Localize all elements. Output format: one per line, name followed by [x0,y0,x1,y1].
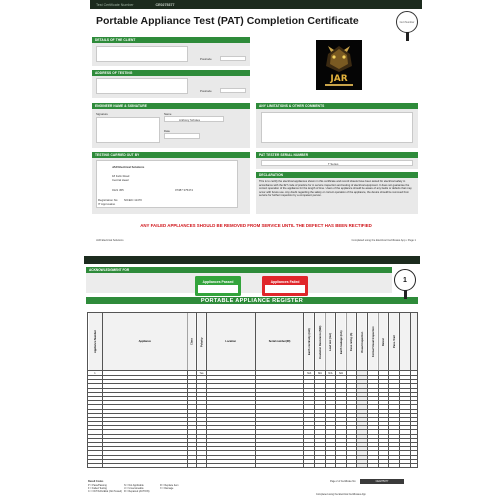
registration-value: NICEIC 11470 [124,198,142,202]
certificate-page-2 [84,256,420,500]
engineer-name-field[interactable] [164,116,224,122]
row-number[interactable] [88,463,103,467]
col-polarity: Polarity [197,313,207,371]
page-2-topbar [84,256,420,264]
row-visual[interactable] [357,463,368,467]
client-postcode-field[interactable] [220,56,246,61]
col-earth-leakage: Earth leakage (mA) [336,313,347,371]
failed-appliance-warning: ANY FAILED APPLIANCES SHOULD BE REMOVED FROM SERVICE UNTIL THE DEFECT HAS BEEN RECTIFIED [140,223,372,228]
company-logo [316,40,362,90]
row-retest[interactable] [378,463,389,467]
page-topbar [90,0,422,9]
row-polarity[interactable] [197,463,207,467]
key-column-1 [88,484,122,493]
row-extra-1 [399,463,410,467]
col-pass-fail: Pass / Fail [389,313,400,371]
key-item: R = Replace Item [160,484,179,487]
address-line-2: Central Head [112,178,129,182]
row-earth-continuity: N/A [304,371,315,376]
appliances-passed-label: Appliances Passed [202,279,234,284]
topbar-cert-number: CE0275377 [155,2,175,7]
key-item: C = OCT/FAIL/ELE (Not Tested) [88,490,122,493]
appliances-failed-label: Appliances Failed [270,279,300,284]
register-count-pin [392,267,418,299]
key-item: F = Failed Testing [88,487,107,490]
company-name: JAR Electrical Solutions [112,165,145,169]
row-polarity: Yes [197,371,207,376]
register-count-ring: 1 [394,269,416,291]
client-name-field[interactable] [96,46,188,62]
address-postcode-field[interactable] [220,88,246,93]
result-codes-label: Result Codes [88,480,104,483]
address-header: ADDRESS OF TESTING [92,70,250,76]
page-2-cert-number: CE0275377 [360,479,404,484]
pat-serial-value: T Series [328,162,339,166]
row-insulation[interactable] [315,463,326,467]
row-serial[interactable] [255,463,304,467]
row-earth-continuity[interactable] [304,463,315,467]
appliance-register-table [87,312,418,468]
postcode-label: Postcode [200,57,212,61]
col-appliance: Appliance [102,313,187,371]
row-earth-leakage: N/A [336,371,347,376]
appliances-passed-badge [195,276,241,296]
col-class: Class [187,313,197,371]
address-postcode-label: Postcode [200,89,212,93]
registration-sub: IT Approvalno [98,202,116,206]
declaration-header: DECLARATION [256,172,418,178]
certificate-page-1 [90,0,422,250]
date-label: Date [164,129,170,133]
row-location[interactable] [206,463,255,467]
row-pass-fail[interactable] [389,463,400,467]
col-extra-2 [410,313,418,371]
appliances-failed-badge [262,276,308,296]
pat-serial-header: PAT TESTER SERIAL NUMBER [256,152,418,158]
footer-company: JAR Electrical Solutions [96,239,124,242]
row-insulation: N/A [315,371,326,376]
col-lead-test: Lead test (mA) [325,313,336,371]
cert-number-pin [394,9,420,39]
signature-label: Signature [96,112,108,116]
col-appliance-number: Appliance Number [88,313,103,371]
engineer-header: ENGINEER NAME & SIGNATURE [92,103,250,109]
row-number: 1 [88,371,103,376]
acknowledgment-header: ACKNOWLEDGMENT FOR [86,267,392,273]
pin-stem [404,290,407,299]
key-item: X = Damage [160,487,174,490]
row-earth-leakage[interactable] [336,463,347,467]
footer-app-credit: Completed using the Electrical Certificates App • Page 1 [351,239,416,242]
registration-label: Registration No: [98,198,119,202]
page-2-app-credit: Completed using the Electrical Certificates App [316,493,366,496]
appliances-passed-field[interactable] [198,285,238,293]
register-rows [88,371,418,468]
col-visual-inspection: Visual inspection [357,313,368,371]
phone-left: 0121 455 [112,188,124,192]
testing-by-header: TESTING CARRIED OUT BY [92,152,250,158]
phone-right: 07387 375474 [175,188,193,192]
pat-serial-field[interactable] [261,160,413,166]
comments-field[interactable] [261,112,413,143]
page-1-footer [90,239,422,245]
key-column-2 [124,484,149,493]
row-lead-test[interactable] [325,463,336,467]
pin-stem [406,32,409,41]
col-formal-visual: Formal Visual Inspection [368,313,379,371]
engineer-name-value: Anthony Scholes [179,118,200,122]
svg-text:JAR: JAR [330,74,348,84]
address-field[interactable] [96,78,188,94]
key-item: R = Repaired (ACTION) [124,490,150,493]
date-field[interactable] [164,133,200,139]
comments-header: ANY LIMITATIONS & OTHER COMMENTS [256,103,418,109]
col-earth-continuity: Earth continuity (mΩ) [304,313,315,371]
signature-field[interactable] [96,117,160,143]
row-formal[interactable] [368,463,379,467]
client-details-header: DETAILS OF THE CLIENT [92,37,250,43]
page-2-footer [84,478,420,500]
declaration-text: This is to certify the electrical appliances shown in this certificate and record sheets have been tested for electrical safety in accordance with the IET code of practice for in service inspection and testing of electrical equipment. It does not guarantee the correct operation of the appliance for the length of time. Users of the appliance should be aware of any faults or defects that may occur with future use. Any doubt regarding the safety or correct operation of the appliance, the device should be removed from service for further inspection by a competent person. [259,180,412,198]
certificate-title: Portable Appliance Test (PAT) Completion Certificate [96,15,359,27]
row-lead-test: N/A [325,371,336,376]
table-row[interactable] [88,463,418,467]
col-serial-number: Serial number(ID) [255,313,304,371]
row-class[interactable] [187,463,197,467]
engineer-name-label: Name [164,112,172,116]
col-location: Location [206,313,255,371]
col-retest: Retest [378,313,389,371]
topbar-label: Test Certificate Number [96,2,134,7]
row-extra-2 [410,463,418,467]
col-insulation-resistance: Insulation Resistance (MΩ) [315,313,326,371]
col-fuse-rating: Fuse rating (A) [346,313,357,371]
row-appliance[interactable] [102,463,187,467]
key-column-3 [160,484,179,490]
address-line-1: 18 Felix Road [112,174,130,178]
key-item: N = Not Applicable [124,484,144,487]
key-item: U = Unserviceable [124,487,144,490]
row-fuse[interactable] [346,463,357,467]
cert-number-ring: Cert Number [396,11,418,33]
page-2-label: Page 2 of Certificate No: [330,480,357,483]
col-extra-1 [399,313,410,371]
appliances-failed-field[interactable] [265,285,305,293]
register-title: PORTABLE APPLIANCE REGISTER [86,297,418,304]
key-item: P = Pass/Passing [88,484,107,487]
